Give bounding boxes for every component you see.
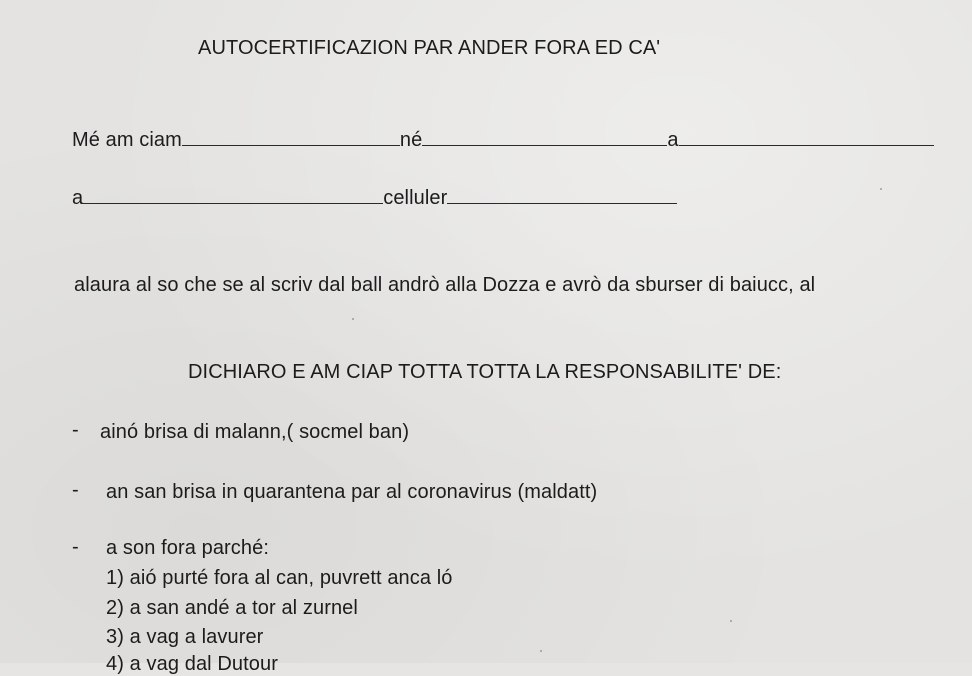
declaration-heading: DICHIARO E AM CIAP TOTTA TOTTA LA RESPONSABILITE' DE:: [188, 361, 782, 383]
name-label: Mé am ciam: [72, 129, 182, 151]
bullet-marker: -: [72, 536, 79, 558]
bullet-item: an san brisa in quarantena par al coronavirus (maldatt): [106, 481, 598, 503]
bullet-item: ainó brisa di malann,( socmel ban): [100, 421, 410, 443]
reason-item: 1) aió purté fora al can, puvrett anca ló: [106, 567, 453, 589]
document-title: AUTOCERTIFICAZION PAR ANDER FORA ED CA': [198, 37, 661, 59]
bullet-marker: -: [72, 479, 79, 501]
residence-label: a: [72, 187, 84, 209]
personal-info-row-1: [72, 127, 934, 152]
born-label: né: [399, 129, 423, 151]
reason-item: 2) a san andé a tor al zurnel: [106, 597, 358, 619]
birthdate-blank[interactable]: [422, 127, 667, 146]
birthplace-label: a: [667, 129, 679, 151]
name-blank[interactable]: [182, 127, 400, 146]
paper-speck: [540, 650, 542, 652]
reason-item: 4) a vag dal Dutour: [106, 653, 278, 675]
birthplace-blank[interactable]: [679, 127, 934, 146]
personal-info-row-2: [72, 185, 677, 210]
paper-speck: [730, 620, 732, 622]
phone-blank[interactable]: [447, 185, 677, 204]
paper-speck: [352, 318, 354, 320]
bullet-marker: -: [72, 419, 79, 441]
phone-label: celluler: [383, 187, 448, 209]
residence-blank[interactable]: [83, 185, 383, 204]
reason-item: 3) a vag a lavurer: [106, 626, 264, 648]
paper-speck: [880, 188, 882, 190]
bullet-item: a son fora parché:: [106, 537, 270, 559]
statement-text: alaura al so che se al scriv dal ball andrò alla Dozza e avrò da sburser di baiucc, al: [74, 274, 816, 296]
